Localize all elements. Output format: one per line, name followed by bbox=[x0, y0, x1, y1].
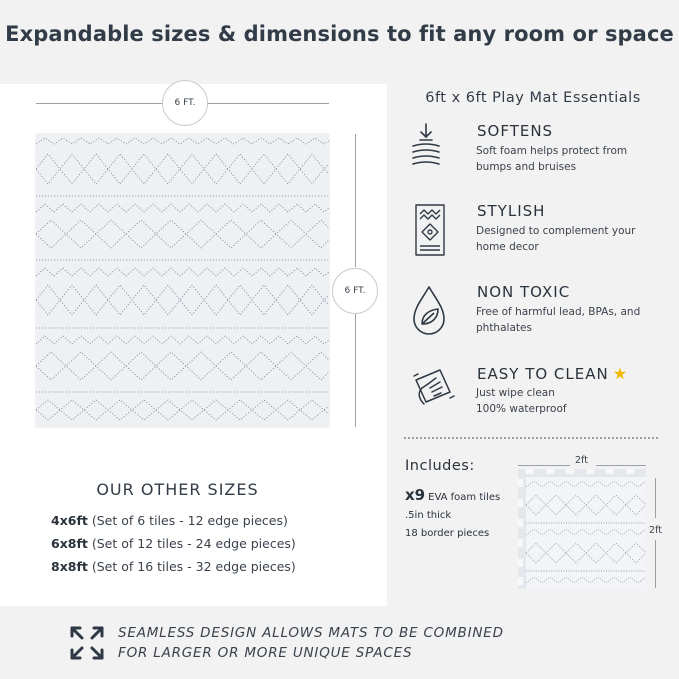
tile-height-line-top bbox=[655, 478, 656, 518]
expand-arrows-icon bbox=[68, 624, 106, 662]
stylish-icon bbox=[412, 202, 448, 258]
wipe-hand-icon bbox=[410, 364, 456, 410]
tile-image bbox=[518, 469, 646, 589]
size-name: 6x8ft bbox=[51, 536, 88, 551]
feature-title-text: EASY TO CLEAN bbox=[477, 365, 609, 383]
footer-line-1: SEAMLESS DESIGN ALLOWS MATS TO BE COMBINED bbox=[118, 625, 504, 641]
feature-desc-easy-to-clean bbox=[476, 385, 654, 417]
dotted-separator bbox=[404, 437, 658, 439]
size-name: 8x8ft bbox=[51, 559, 88, 574]
essentials-title: 6ft x 6ft Play Mat Essentials bbox=[425, 90, 641, 106]
feature-desc-line: 100% waterproof bbox=[476, 403, 567, 415]
tile-height-line-bottom bbox=[655, 540, 656, 588]
tile-width-line-right bbox=[596, 465, 646, 466]
size-detail: (Set of 16 tiles - 32 edge pieces) bbox=[87, 559, 296, 574]
tile-count-number: x9 bbox=[405, 486, 426, 504]
height-badge: 6 FT. bbox=[332, 268, 378, 314]
play-mat-image bbox=[36, 134, 329, 427]
size-row bbox=[51, 513, 288, 528]
height-dimension-line-bottom bbox=[355, 313, 356, 427]
tile-width-line-left bbox=[518, 465, 570, 466]
feature-title-easy-to-clean bbox=[477, 364, 628, 383]
feature-desc-stylish: Designed to complement your home decor bbox=[476, 225, 636, 253]
feature-desc-line: Just wipe clean bbox=[476, 387, 555, 399]
star-icon: ★ bbox=[612, 364, 629, 383]
feature-desc-non-toxic: Free of harmful lead, BPAs, and phthalates bbox=[476, 306, 641, 334]
height-dimension-line-top bbox=[355, 134, 356, 267]
size-row bbox=[51, 536, 296, 551]
feature-desc-softens: Soft foam helps protect from bumps and bruises bbox=[476, 145, 628, 173]
size-row bbox=[51, 559, 296, 574]
size-name: 4x6ft bbox=[51, 513, 88, 528]
feature-title-non-toxic: NON TOXIC bbox=[477, 283, 571, 301]
width-dimension-line-left bbox=[36, 103, 164, 104]
feature-title-stylish: STYLISH bbox=[477, 202, 546, 220]
tile-thickness: .5in thick bbox=[405, 510, 452, 521]
border-pieces: 18 border pieces bbox=[405, 528, 490, 539]
tile-count-label: EVA foam tiles bbox=[428, 492, 501, 503]
size-detail: (Set of 12 tiles - 24 edge pieces) bbox=[87, 536, 296, 551]
headline: Expandable sizes & dimensions to fit any room or space bbox=[5, 22, 674, 46]
width-badge: 6 FT. bbox=[162, 80, 208, 126]
other-sizes-title: OUR OTHER SIZES bbox=[96, 480, 259, 499]
tile-width-label: 2ft bbox=[575, 455, 588, 466]
feature-title-softens: SOFTENS bbox=[477, 122, 554, 140]
softens-icon bbox=[410, 122, 442, 168]
width-dimension-line-right bbox=[206, 103, 329, 104]
size-detail: (Set of 6 tiles - 12 edge pieces) bbox=[87, 513, 288, 528]
footer-line-2: FOR LARGER OR MORE UNIQUE SPACES bbox=[118, 645, 413, 661]
drop-leaf-icon bbox=[410, 284, 448, 338]
includes-label: Includes: bbox=[405, 458, 475, 474]
tile-height-label: 2ft bbox=[649, 525, 662, 536]
tile-count bbox=[405, 485, 500, 504]
